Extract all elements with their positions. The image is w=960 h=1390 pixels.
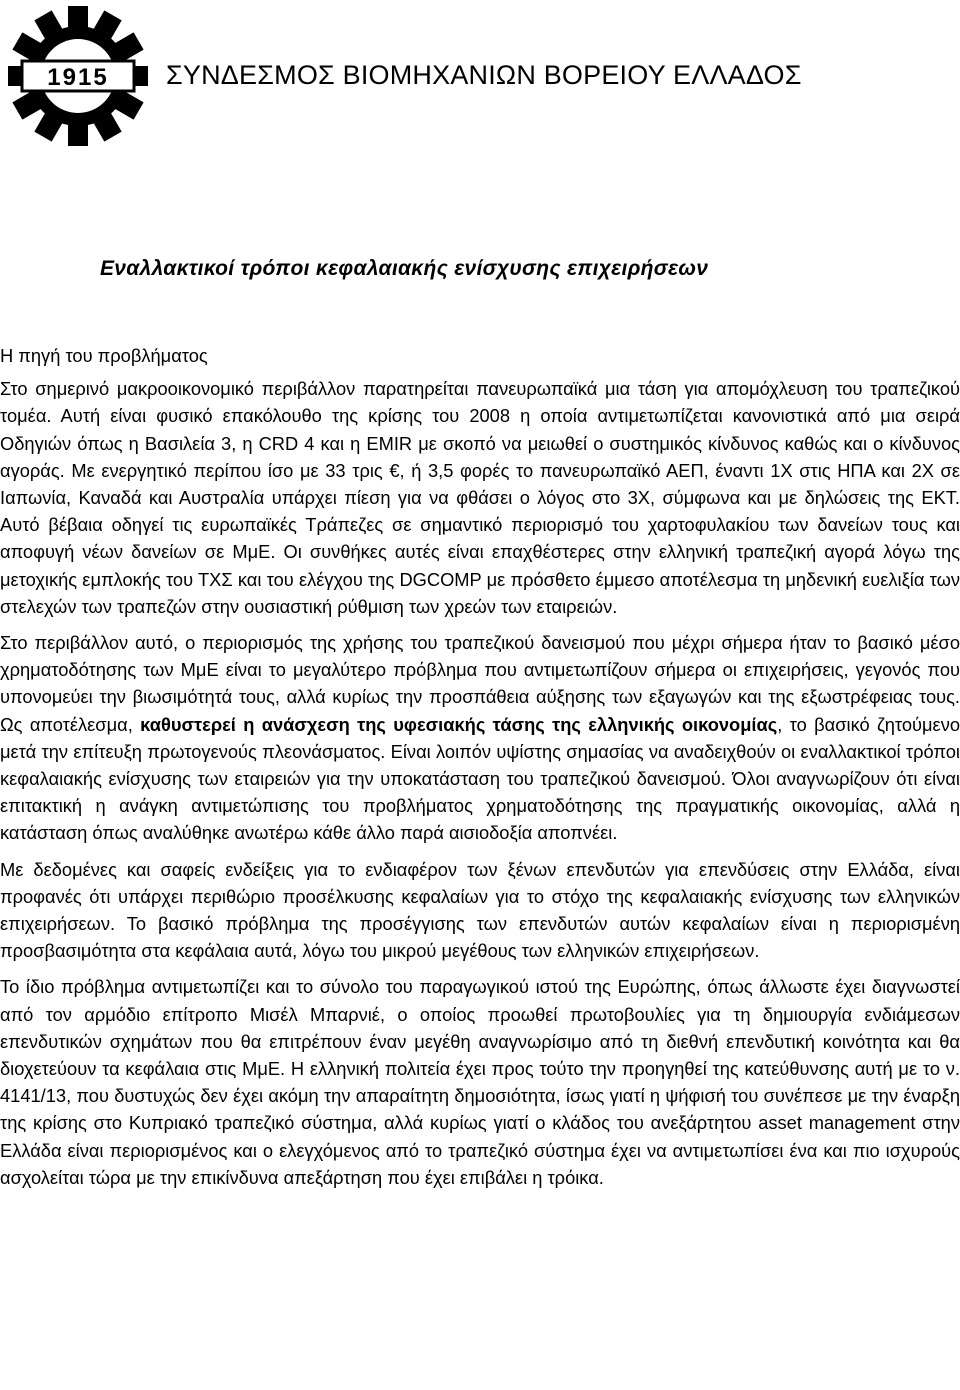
paragraph-2-text-after: , το βασικό ζητούμενο μετά την επίτευξη πρωτογενούς πλεονάσματος. Είναι λοιπόν υψίστης σημασίας να αναδειχθούν οι εναλλακτικοί τρόποι κεφαλαιακής ενίσχυσης των εταιρειών για την υποκατάσταση του τραπεζικού δανεισμού. Όλοι αναγνωρίζουν ότι είναι επιτακτική η ανάγκη αντιμετώπισης του προβλήματος χρηματοδότησης της πραγματικής οικονομίας, αλλά η κατάσταση όπως αναλύθηκε ανωτέρω κάθε άλλο παρά αισιοδοξία αποπνέει.	[0, 713, 960, 844]
gear-logo-icon	[8, 6, 148, 146]
paragraph-1: Στο σημερινό μακροοικονομικό περιβάλλον παρατηρείται πανευρωπαϊκά μια τάση για απομόχλευση του τραπεζικού τομέα. Αυτή είναι φυσικό επακόλουθο της κρίσης του 2008 η οποία αντιμετωπίζεται κανονιστικά από μια σειρά Οδηγιών όπως η Βασιλεία 3, η CRD 4 και η EMIR με σκοπό να μειωθεί ο συστημικός κίνδυνος καθώς και ο κίνδυνος αγοράς. Με ενεργητικό περίπου ίσο με 33 τρις €, ή 3,5 φορές το πανευρωπαϊκό ΑΕΠ, έναντι 1Χ στις ΗΠΑ και 2Χ σε Ιαπωνία, Καναδά και Αυστραλία υπάρχει πίεση για να φθάσει ο λόγος στο 3Χ, σύμφωνα και με δηλώσεις της ΕΚΤ. Αυτό βέβαια οδηγεί τις ευρωπαϊκές Τράπεζες σε σημαντικό περιορισμό του χαρτοφυλακίου των δανείων τους και αποφυγή νέων δανείων σε ΜμΕ. Οι συνθήκες αυτές είναι επαχθέστερες στην ελληνική τραπεζική αγορά λόγω της μετοχικής εμπλοκής του ΤΧΣ και του ελέγχου της DGCOMP με πρόσθετο έμμεσο αποτέλεσμα τη μηδενική ευελιξία των στελεχών των τραπεζών στην ουσιαστική ρύθμιση των χρεών των εταιρειών.	[0, 378, 960, 617]
paragraph-2-bold-text: καθυστερεί η ανάσχεση της υφεσιακής τάσης της ελληνικής οικονομίας	[140, 713, 778, 735]
paragraph-4: Το ίδιο πρόβλημα αντιμετωπίζει και το σύνολο του παραγωγικού ιστού της Ευρώπης, όπως άλλωστε έχει διαγνωστεί από τον αρμόδιο επίτροπο Μισέλ Μπαρνιέ, ο οποίος προωθεί πρωτοβουλίες για τη δημιουργία ενδιάμεσων επενδυτικών σχημάτων που θα επιτρέπουν έναν μεγέθη αναγνωρίσιμο από τη διεθνή επενδυτική κοινότητα και θα διοχετεύουν τα κεφάλαια στις ΜμΕ. Η ελληνική πολιτεία έχει προς τούτο την προηγηθεί της κατεύθυνσης αυτή με το ν. 4141/13, που δυστυχώς δεν έχει ακόμη την απαραίτητη δημοσιότητα, ίσως γιατί η ψήφισή του συνέπεσε με την έναρξη της κρίσης στο Κυπριακό τραπεζικό σύστημα, αλλά κυρίως γιατί ο κλάδος του ανεξάρτητου asset management στην Ελλάδα είναι περιορισμένος και ο ελεγχόμενος από το τραπεζικό σύστημα έχει να αντιμετωπίσει ένα και πιο ισχυρούς ασχολείται τώρα με την επικίνδυνα απεξάρτηση που έχει επιβάλει η τρόικα.	[0, 976, 960, 1188]
document-title: Εναλλακτικοί τρόποι κεφαλαιακής ενίσχυσης επιχειρήσεων	[100, 257, 709, 280]
section-heading: Η πηγή του προβλήματος	[0, 345, 208, 366]
document-header	[8, 6, 948, 146]
organization-name: ΣΥΝΔΕΣΜΟΣ ΒΙΟΜΗΧΑΝΙΩΝ ΒΟΡΕΙΟΥ ΕΛΛΑΔΟΣ	[166, 60, 802, 90]
logo-year: 1915	[47, 64, 109, 91]
paragraph-2-text-before: Στο περιβάλλον αυτό, ο περιορισμός της χρήσης του τραπεζικού δανεισμού που μέχρι σήμερα ήταν το βασικό μέσο χρηματοδότησης των ΜμΕ είναι το μεγαλύτερο πρόβλημα που αντιμετωπίζουν σήμερα οι επιχειρήσεις, γεγονός που υπονομεύει την βιωσιμότητά τους, αλλά κυρίως την προσπάθεια αύξησης των εξαγωγών και της εξωστρέφειας τους. Ως αποτέλεσμα,	[0, 632, 960, 735]
paragraph-3: Με δεδομένες και σαφείς ενδείξεις για το ενδιαφέρον των ξένων επενδυτών για επενδύσεις στην Ελλάδα, είναι προφανές ότι υπάρχει περιθώριο προσέλκυσης κεφαλαίων για το στόχο της κεφαλαιακής ενίσχυσης των ελληνικών επιχειρήσεων. Το βασικό πρόβλημα της προσέγγισης των επενδυτών αυτών κεφαλαίων είναι η περιορισμένη προσβασιμότητα στα κεφάλαια αυτά, λόγω του μικρού μεγέθους των ελληνικών επιχειρήσεων.	[0, 858, 960, 962]
gear-logo-graphic	[8, 6, 148, 146]
document-body	[0, 342, 960, 1200]
paragraph-2	[0, 629, 960, 847]
